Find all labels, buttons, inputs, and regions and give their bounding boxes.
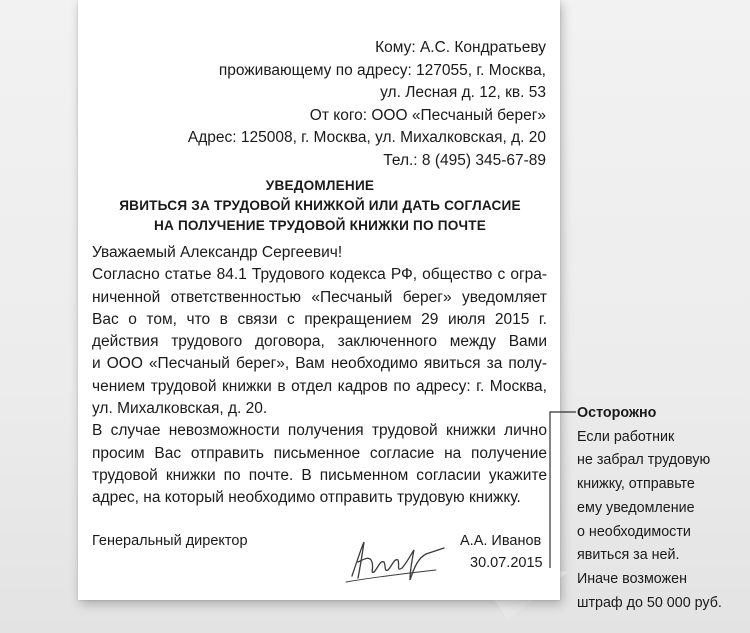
greeting: Уважаемый Александр Сергеевич! [92,244,343,261]
header-line: проживающему по адресу: 127055, г. Москва, [218,61,546,79]
side-note-line: ему уведомление [577,499,695,516]
side-note-line: явиться за ней. [577,547,680,564]
signature-date: 30.07.2015 [470,555,543,571]
side-note-line: Иначе возможен [577,570,687,587]
header-line: Кому: А.С. Кондратьеву [375,39,546,56]
body-line: ул. Михалковская, д. 20. [92,400,268,418]
body-line: чением трудовой книжки в отдел кадров по адресу: г. Москва, [92,377,547,395]
body-line: просим Вас отправить письменное согласие на получение [92,444,547,462]
header-line: Тел.: 8 (495) 345-67-89 [383,151,546,169]
body-line: трудовой книжки по почте. В письменном согласии укажите [92,466,547,484]
title-line: УВЕДОМЛЕНИЕ [265,178,375,193]
side-note-line: книжку, отправьте [577,476,695,493]
handwritten-signature [340,528,450,588]
document-title [90,176,550,236]
body-line: В случае невозможности получения трудовой книжки лично [92,422,547,440]
side-note-heading: Осторожно [577,405,657,421]
header-line: Адрес: 125008, г. Москва, ул. Михалковская, д. 20 [187,129,546,146]
side-note-line: не забрал трудовую [577,452,711,469]
paragraph-1 [92,264,547,420]
body-line: адрес, на который необходимо отправить трудовую книжку. [92,489,521,507]
body-line: и ООО «Песчаный берег», Вам необходимо явиться за полу- [92,355,547,373]
body-line: Вас о том, что в связи с прекращением 29 июля 2015 г. [92,310,547,328]
body-line: действия трудового договора, заключенного между Вами [92,333,547,351]
side-note-line: штраф до 50 000 руб. [577,594,722,611]
header-line: От кого: ООО «Песчаный берег» [309,106,546,124]
side-note-line: Если работник [577,428,675,445]
letter-body [92,242,547,510]
title-line: НА ПОЛУЧЕНИЕ ТРУДОВОЙ КНИЖКИ ПО ПОЧТЕ [153,218,487,233]
body-line: Согласно статье 84.1 Трудового кодекса РФ, общество с огра- [92,266,547,284]
title-line: ЯВИТЬСЯ ЗА ТРУДОВОЙ КНИЖКОЙ ИЛИ ДАТЬ СОГЛАСИЕ [119,198,521,213]
side-note-line: о необходимости [577,523,691,540]
paragraph-2 [92,420,547,509]
body-line: ниченной ответственностью «Песчаный берег» уведомляет [92,288,547,306]
signature-position: Генеральный директор [92,533,248,549]
addressee-block [188,37,546,172]
signature-name: А.А. Иванов [460,533,542,549]
side-note [577,402,742,615]
header-line: ул. Лесная д. 12, кв. 53 [380,84,546,101]
callout-pointer [548,406,578,576]
